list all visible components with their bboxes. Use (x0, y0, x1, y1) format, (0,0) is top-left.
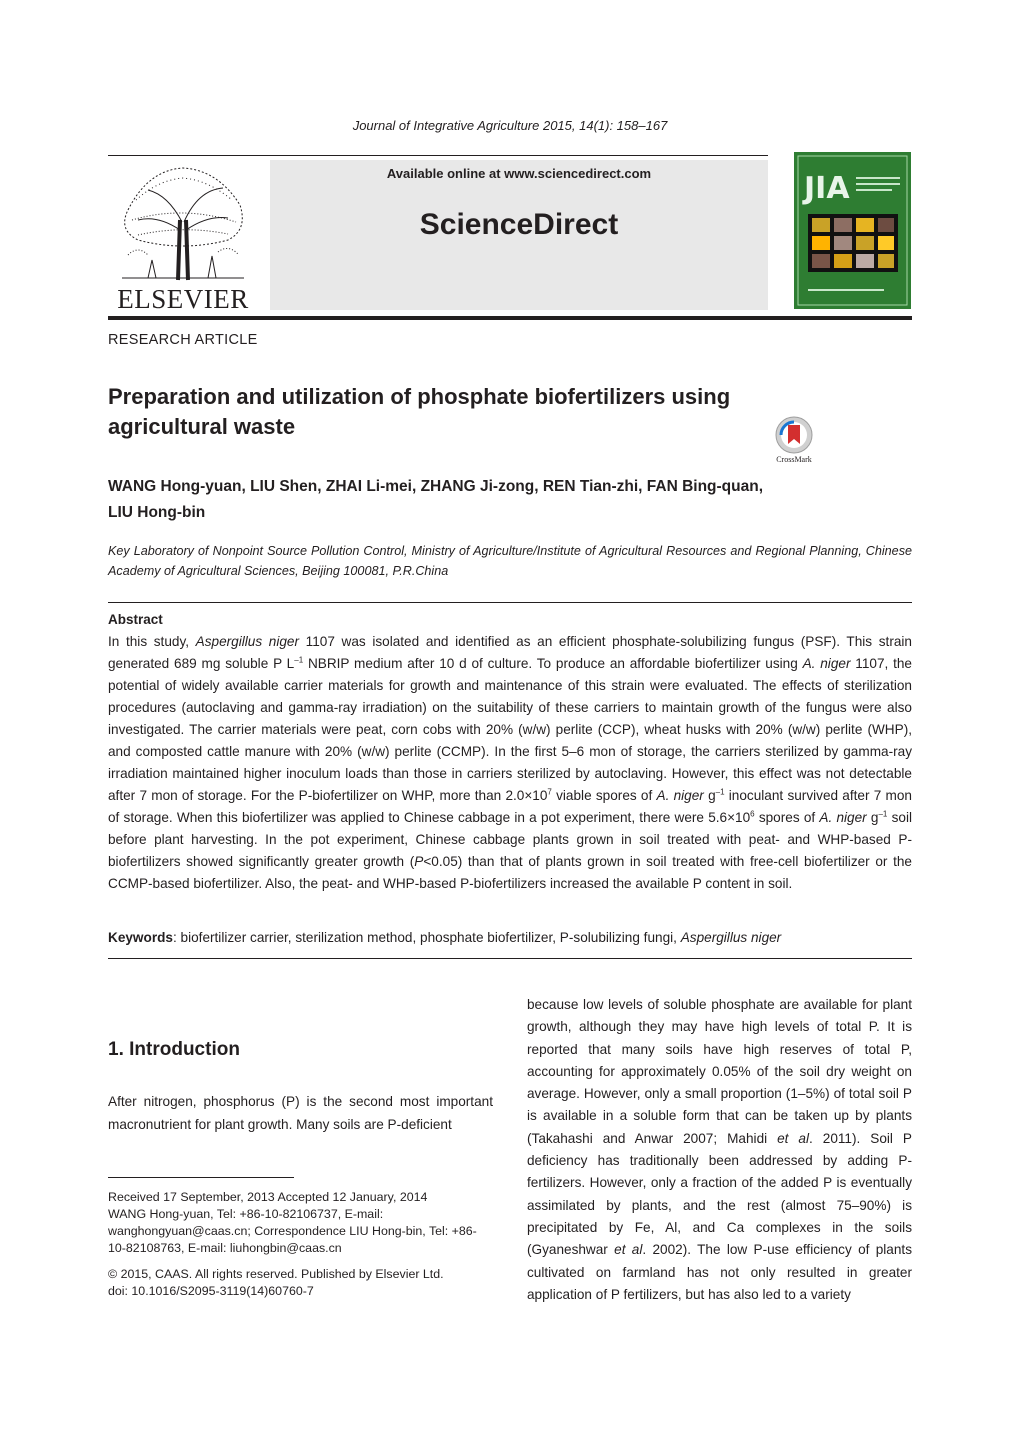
correspondence: WANG Hong-yuan, Tel: +86-10-82106737, E-mail: wanghongyuan@caas.cn; Correspondence LIU Hong-bin, Tel: +86-10-82108763, E-mail: liuhongbin@caas.cn (108, 1207, 477, 1255)
footnote-rule (108, 1177, 294, 1178)
abstract-rule-bottom (108, 958, 912, 959)
authors (108, 474, 828, 526)
available-online-text[interactable]: Available online at www.sciencedirect.com (386, 166, 652, 181)
keywords-label: Keywords (108, 930, 173, 945)
header-rule-bottom (108, 316, 912, 320)
elsevier-wordmark: ELSEVIER (117, 284, 249, 314)
journal-citation: Journal of Integrative Agriculture 2015, 14(1): 158–167 (352, 118, 668, 133)
crossmark-badge[interactable] (770, 415, 818, 465)
authors-line-1: WANG Hong-yuan, LIU Shen, ZHAI Li-mei, ZHANG Ji-zong, REN Tian-zhi, FAN Bing-quan, (108, 478, 763, 495)
article-type: RESEARCH ARTICLE (108, 332, 258, 348)
header-rule-top (108, 155, 768, 156)
received-accepted: Received 17 September, 2013 Accepted 12 January, 2014 (108, 1190, 428, 1204)
affiliation: Key Laboratory of Nonpoint Source Pollution Control, Ministry of Agriculture/Institute of Agricultural Resources and Regional Planning, Chinese Academy of Agricultural Sciences, Beijing 100081, P.R.China (108, 544, 912, 578)
abstract-text: In this study, Aspergillus niger 1107 was isolated and identified as an efficient phosphate-solubilizing fungus (PSF). This strain generated 689 mg soluble P $L^{-1}$ NBRIP medium after 10 d of culture. To produce an affordable biofertilizer using A. niger 1107, the potential of widely available carrier materials for growth and maintenance of this strain were evaluated. The effects of sterilization procedures (autoclaving and gamma-ray irradiation) on the suitability of these carriers to maintain growth of the fungus were also investigated. The carrier materials were peat, corn cobs with 20% (w/w) perlite (CCP), wheat husks with 20% (w/w) perlite (WHP), and composted cattle manure with 20% (w/w) perlite (CCMP). In the first 5–6 mon of storage, the carriers sterilized by gamma-ray irradiation maintained higher inoculum loads than those in carriers sterilized by autoclaving. However, this effect was not detectable after 7 mon of storage. For the P-biofertilizer on WHP, more than $2.0\times 10^7$ viable spores of A. niger $g^{-1}$ inoculant survived after 7 mon of storage. When this biofertilizer was applied to Chinese cabbage in a pot experiment, there were $5.6\times 10^6$ spores of A. niger $g^{-1}$ soil before plant harvesting. In the pot experiment, Chinese cabbage plants grown in soil treated with peat- and WHP-based P-biofertilizers showed significantly greater growth (P<0.05) than that of plants grown in soil treated with free-cell biofertilizer or the CCMP-based biofertilizer. Also, the peat- and WHP-based P-biofertilizers increased the available P content in soil. (108, 634, 913, 891)
journal-cover[interactable] (794, 152, 911, 309)
sciencedirect-brand[interactable]: ScienceDirect (419, 208, 619, 241)
intro-text-left-column: After nitrogen, phosphorus (P) is the second most important macronutrient for plant growth. Many soils are P-deficient (108, 1094, 493, 1132)
keywords: Keywords: biofertilizer carrier, sterilization method, phosphate biofertilizer, P-solubilizing fungi, Aspergillus niger (108, 930, 782, 945)
crossmark-label: CrossMark (776, 455, 812, 464)
section-heading-introduction: 1. Introduction (108, 1039, 240, 1060)
doi[interactable]: doi: 10.1016/S2095-3119(14)60760-7 (108, 1284, 314, 1298)
journal-cover-art (794, 152, 911, 309)
cover-logo: JIA (804, 171, 850, 206)
footnote-dates-contacts (108, 1189, 493, 1257)
authors-line-2: LIU Hong-bin (108, 504, 206, 521)
crossmark-icon (770, 415, 818, 465)
intro-text-right-column: because low levels of soluble phosphate are available for plant growth, although they may have high levels of total P. It is reported that many soils have high reserves of total P, accounting for approximately 0.05% of the soil dry weight on average. However, only a small proportion (1–5%) of total soil P is available in a soluble form that can be taken up by plants (Takahashi and Anwar 2007; Mahidi et al. 2011). Soil P deficiency has traditionally been addressed by adding P-fertilizers. However, only a fraction of the added P is eventually assimilated by plants, and the rest (almost 75–90%) is precipitated by Fe, Al, and Ca complexes in the soils (Gyaneshwar et al. 2002). The low P-use efficiency of plants cultivated on farmland has not only resulted in greater application of P fertilizers, but has also led to a variety (527, 997, 912, 1302)
copyright: © 2015, CAAS. All rights reserved. Published by Elsevier Ltd. (108, 1267, 444, 1281)
elsevier-tree-icon (108, 160, 258, 285)
abstract-rule-top (108, 602, 912, 603)
footnote-copyright (108, 1266, 493, 1300)
article-title: Preparation and utilization of phosphate biofertilizers using agricultural waste (108, 384, 731, 439)
abstract-heading: Abstract (108, 612, 163, 627)
